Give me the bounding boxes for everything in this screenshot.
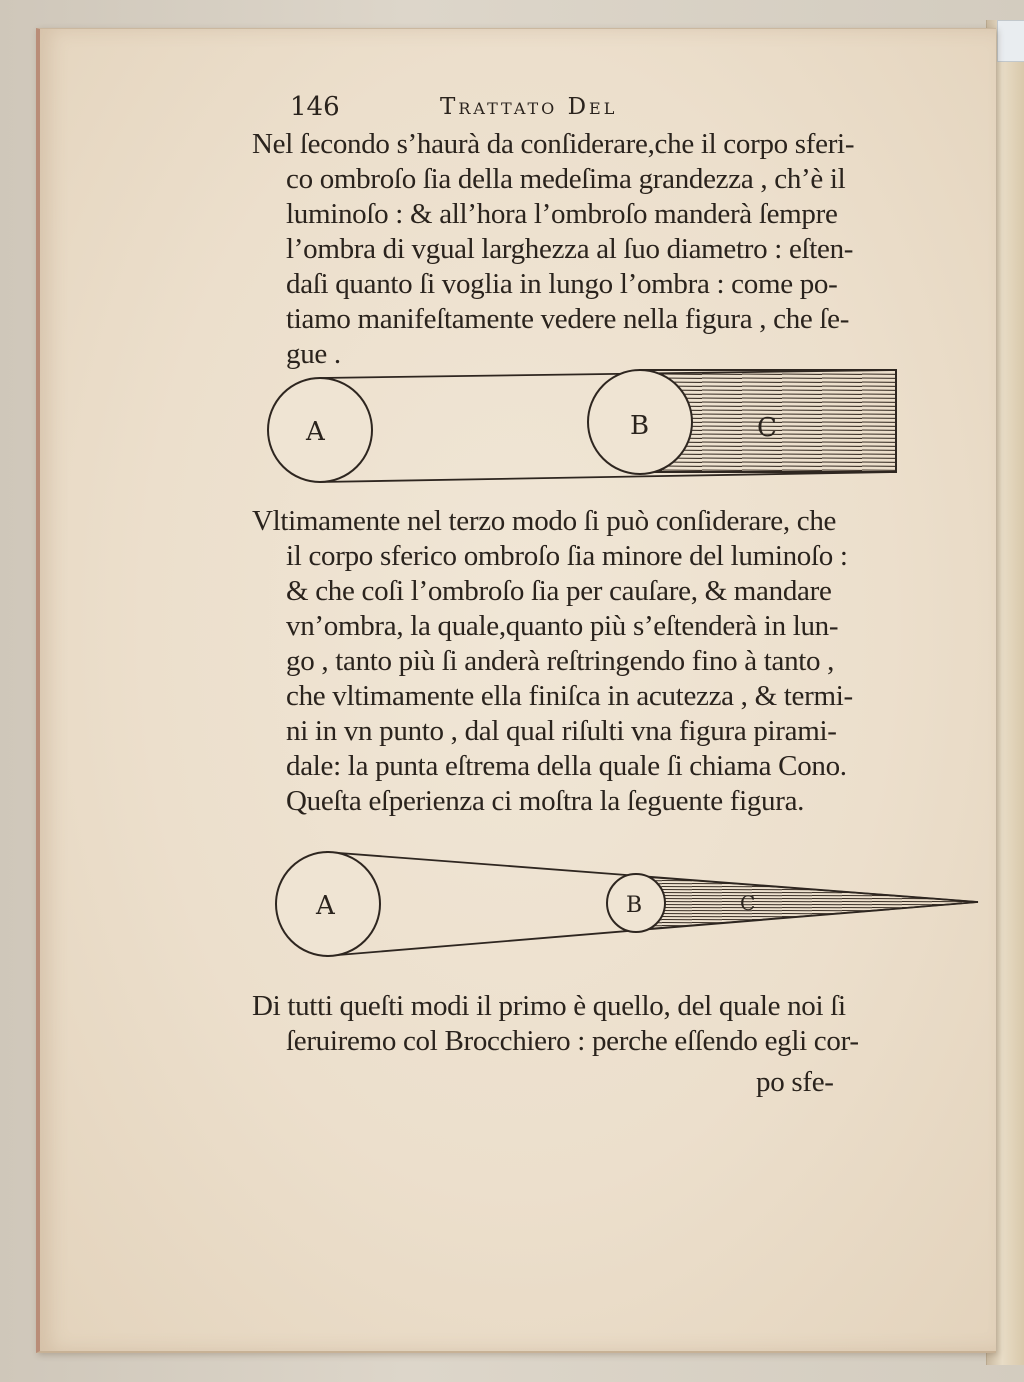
text-line: che vltimamente ella finiſca in acutezza , & termi- xyxy=(286,680,853,712)
text-line: go , tanto più ſi anderà reſtringendo fino à tanto , xyxy=(286,645,835,677)
text-line: Queſta eſperienza ci moſtra la ſeguente figura. xyxy=(286,785,805,817)
text-line: co ombroſo ſia della medeſima grandezza , ch’è il xyxy=(286,163,846,195)
text-line: dale: la punta eſtrema della quale ſi chiama Cono. xyxy=(286,750,847,782)
text-line: Vltimamente nel terzo modo ſi può conſiderare, che xyxy=(252,505,837,537)
lower-tangent-line xyxy=(320,472,896,482)
label-b: B xyxy=(630,411,650,441)
running-title: Trattato Del xyxy=(440,94,618,120)
label-c: C xyxy=(757,413,777,443)
label-b: B xyxy=(626,893,643,918)
label-a: A xyxy=(316,891,335,921)
page-number: 146 xyxy=(290,92,340,122)
text-line: tiamo manifeſtamente vedere nella figura , che ſe- xyxy=(286,303,850,335)
text-line: luminoſo : & all’hora l’ombroſo manderà ſempre xyxy=(286,198,838,230)
running-header xyxy=(290,92,750,126)
text-line: daſi quanto ſi voglia in lungo l’ombra : come po- xyxy=(286,268,838,300)
text-line: Nel ſecondo s’haurà da conſiderare,che il corpo sferi- xyxy=(252,128,855,160)
label-a: A xyxy=(306,417,325,447)
catchword: po sfe- xyxy=(756,1066,834,1098)
text-line: & che coſi l’ombroſo ſia per cauſare, & mandare xyxy=(286,575,832,607)
paper-tab xyxy=(997,20,1024,62)
text-line: vn’ombra, la quale,quanto più s’eſtenderà in lun- xyxy=(286,610,839,642)
text-line: ſeruiremo col Brocchiero : perche eſſendo egli cor- xyxy=(286,1025,859,1057)
shadow-cone xyxy=(634,876,978,930)
text-line: l’ombra di vgual larghezza al ſuo diametro : eſten- xyxy=(286,233,854,265)
label-c: C xyxy=(740,891,756,915)
text-line: il corpo sferico ombroſo ſia minore del luminoſo : xyxy=(286,540,848,572)
text-line: ni in vn punto , dal qual riſulti vna figura pirami- xyxy=(286,715,837,747)
figure-cylindrical-shadow xyxy=(262,364,912,492)
text-line: gue . xyxy=(286,338,341,370)
text-line: Di tutti queſti modi il primo è quello, del quale noi ſi xyxy=(252,990,846,1022)
figure-conical-shadow xyxy=(272,846,992,966)
